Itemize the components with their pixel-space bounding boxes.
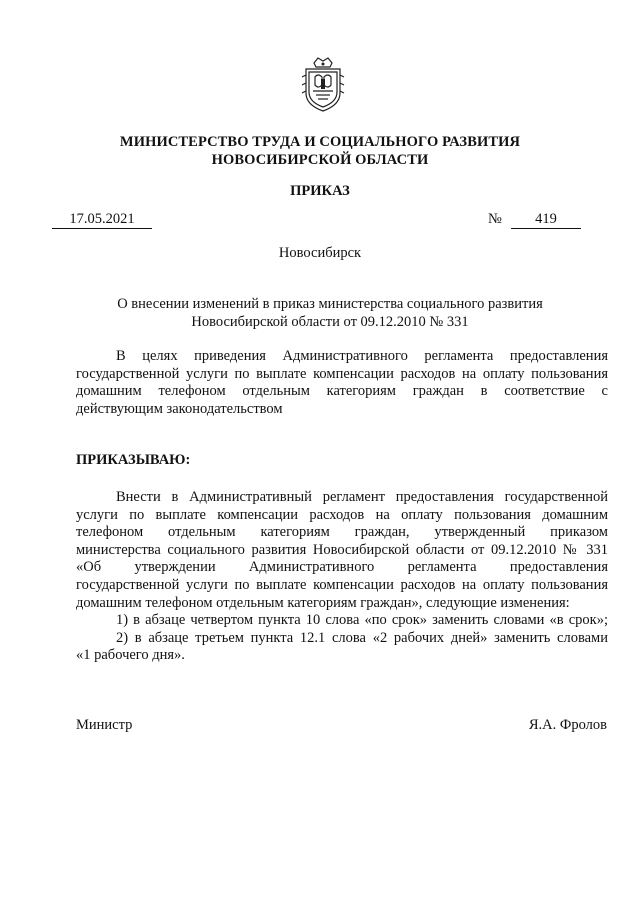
coat-of-arms-icon	[300, 55, 346, 115]
preamble-paragraph	[76, 348, 608, 418]
subject-line: О внесении изменений в приказ министерства социального развития	[117, 296, 543, 312]
text-line: услуги по выплате компенсации расходов на оплату пользования домашним	[76, 506, 608, 523]
text-line: государственной услуги по выплате компенсации расходов на оплату пользования	[76, 576, 608, 593]
text-line: домашним телефоном отдельным категориям граждан в соответствие с	[76, 383, 608, 400]
subject-line: Новосибирской области от 09.12.2010 № 331	[191, 314, 469, 330]
order-subject	[80, 295, 580, 331]
org-name-line-1: МИНИСТЕРСТВО ТРУДА И СОЦИАЛЬНОГО РАЗВИТИЯ	[119, 134, 521, 150]
body-paragraph	[76, 489, 608, 665]
text-line: домашним телефоном отдельным категориям граждан», следующие изменения:	[76, 594, 570, 611]
text-line: 2) в абзаце третьем пункта 12.1 слова «2 рабочих дней» заменить словами	[116, 629, 608, 646]
org-name-line-2: НОВОСИБИРСКОЙ ОБЛАСТИ	[211, 152, 429, 168]
text-line: «Об утверждении Административного регламента предоставления	[76, 559, 608, 576]
text-line: «1 рабочего дня».	[76, 647, 185, 664]
order-date: 17.05.2021	[52, 210, 152, 229]
text-line: В целях приведения Административного регламента предоставления	[116, 348, 608, 364]
order-number: 419	[511, 210, 581, 229]
text-line: министерства социального развития Новосибирской области от 09.12.2010 № 331	[76, 541, 608, 558]
text-line: государственной услуги по выплате компенсации расходов на оплату пользования	[76, 365, 608, 382]
text-line: действующим законодательством	[76, 400, 283, 417]
city-name: Новосибирск	[278, 245, 362, 261]
doc-type-title: ПРИКАЗ	[290, 183, 350, 199]
signatory-position: Министр	[76, 717, 133, 733]
order-word: ПРИКАЗЫВАЮ:	[76, 452, 191, 468]
text-line: телефоном отдельным категориям граждан, утвержденный приказом	[76, 524, 608, 541]
text-line: 1) в абзаце четвертом пункта 10 слова «по срок» заменить словами «в срок»;	[116, 612, 608, 629]
number-sign: №	[488, 211, 502, 227]
signatory-name: Я.А. Фролов	[528, 717, 607, 733]
text-line: Внести в Административный регламент предоставления государственной	[116, 489, 608, 505]
